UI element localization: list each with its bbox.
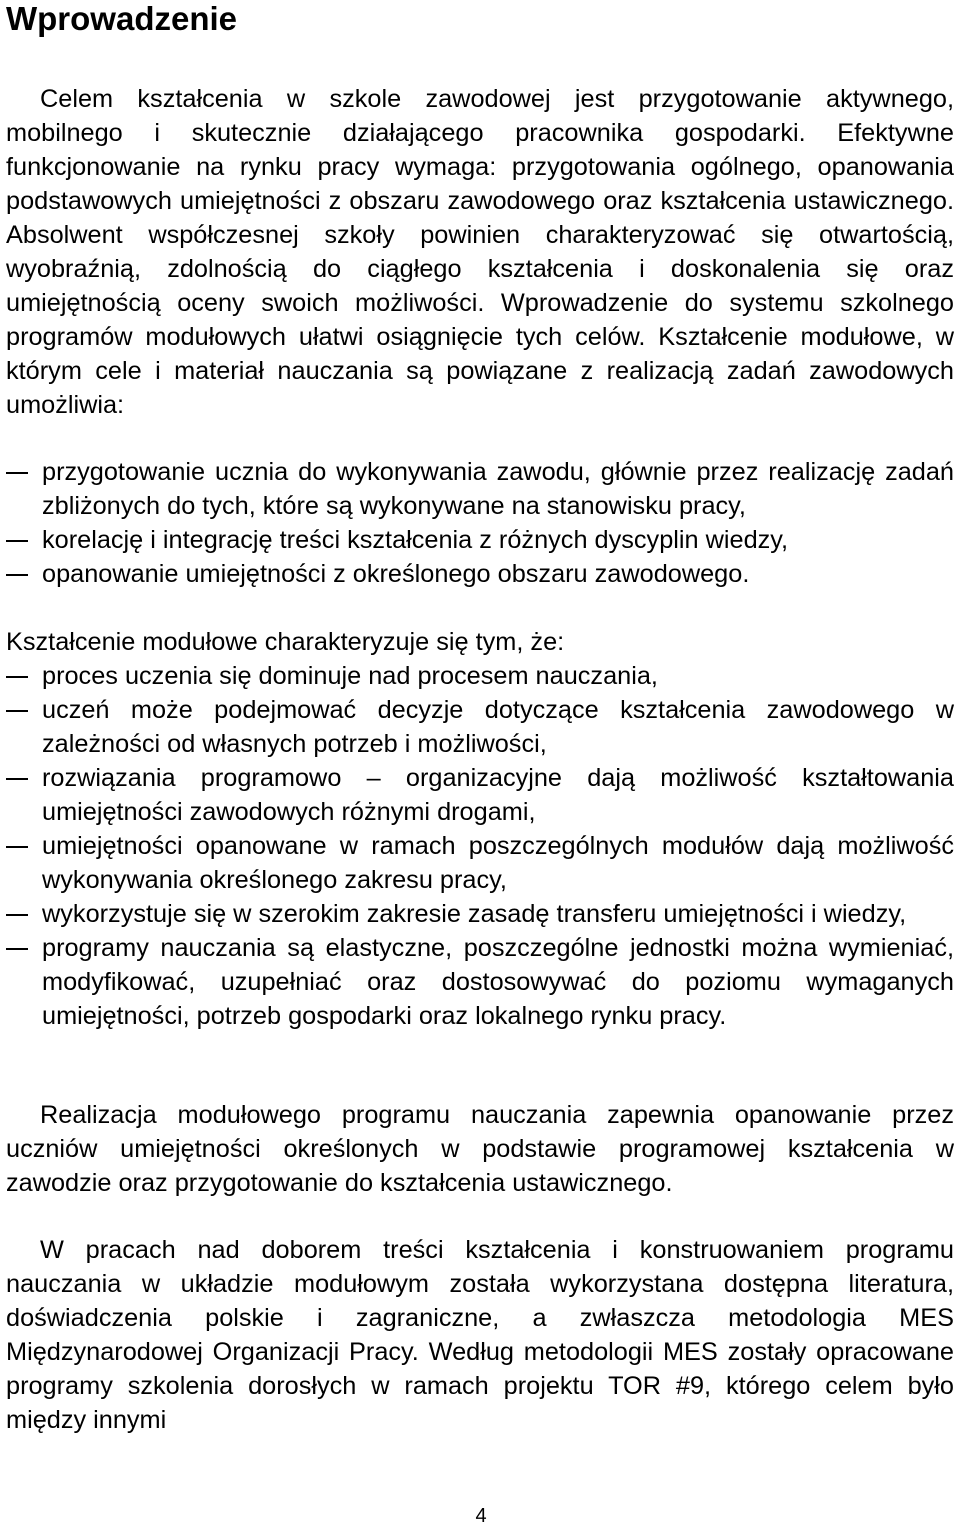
dash-bullet <box>6 846 28 848</box>
list-item: uczeń może podejmować decyzje dotyczące kształcenia zawodowego w zależności od własnych potrzeb i możliwości, <box>6 693 954 761</box>
list-item: programy nauczania są elastyczne, poszczególne jednostki można wymieniać, modyfikować, uzupełniać oraz dostosowywać do poziomu wymaganych umiejętności, potrzeb gospodarki oraz lokalnego rynku pracy. <box>6 931 954 1033</box>
list-item: opanowanie umiejętności z określonego obszaru zawodowego. <box>6 557 954 591</box>
dash-bullet <box>6 710 28 712</box>
list-item: wykorzystuje się w szerokim zakresie zasadę transferu umiejętności i wiedzy, <box>6 897 954 931</box>
characteristics-list <box>6 659 954 1033</box>
page-title: Wprowadzenie <box>6 0 238 37</box>
methodology-paragraph: W pracach nad doborem treści kształcenia i konstruowaniem programu nauczania w układzie modułowym została wykorzystana dostępna literatura, doświadczenia polskie i zagraniczne, a zwłaszcza metodologia MES Międzynarodowej Organizacji Pracy. Według metodologii MES zostały opracowane programy szkolenia dorosłych w ramach projektu TOR #9, którego celem było między innymi <box>6 1236 954 1434</box>
list-item: rozwiązania programowo – organizacyjne dają możliwość kształtowania umiejętności zawodowych różnymi drogami, <box>6 761 954 829</box>
dash-bullet <box>6 540 28 542</box>
dash-bullet <box>6 472 28 474</box>
dash-bullet <box>6 914 28 916</box>
intro-paragraph: Celem kształcenia w szkole zawodowej jest przygotowanie aktywnego, mobilnego i skutecznie działającego pracownika gospodarki. Efektywne funkcjonowanie na rynku pracy wymaga: przygotowania ogólnego, opanowania podstawowych umiejętności z obszaru zawodowego oraz kształcenia ustawicznego. Absolwent współczesnej szkoły powinien charakteryzować się otwartością, wyobraźnią, zdolnością do ciągłego kształcenia i doskonalenia się oraz umiejętnością oceny swoich możliwości. Wprowadzenie do systemu szkolnego programów modułowych ułatwi osiągnięcie tych celów. Kształcenie modułowe, w którym cele i materiał nauczania są powiązane z realizacją zadań zawodowych umożliwia: <box>6 85 954 419</box>
list-item: przygotowanie ucznia do wykonywania zawodu, głównie przez realizację zadań zbliżonych do tych, które są wykonywane na stanowisku pracy, <box>6 455 954 523</box>
list-item: umiejętności opanowane w ramach poszczególnych modułów dają możliwość wykonywania określonego zakresu pracy, <box>6 829 954 897</box>
realization-paragraph: Realizacja modułowego programu nauczania zapewnia opanowanie przez uczniów umiejętności określonych w podstawie programowej kształcenia w zawodzie oraz przygotowanie do kształcenia ustawicznego. <box>6 1101 954 1197</box>
characteristics-lead: Kształcenie modułowe charakteryzuje się tym, że: <box>6 628 565 656</box>
dash-bullet <box>6 574 28 576</box>
list-item: korelację i integrację treści kształcenia z różnych dyscyplin wiedzy, <box>6 523 954 557</box>
dash-bullet <box>6 778 28 780</box>
dash-bullet <box>6 948 28 950</box>
list-item: proces uczenia się dominuje nad procesem nauczania, <box>6 659 954 693</box>
benefits-list <box>6 455 954 591</box>
page-number: 4 <box>475 1505 487 1527</box>
dash-bullet <box>6 676 28 678</box>
